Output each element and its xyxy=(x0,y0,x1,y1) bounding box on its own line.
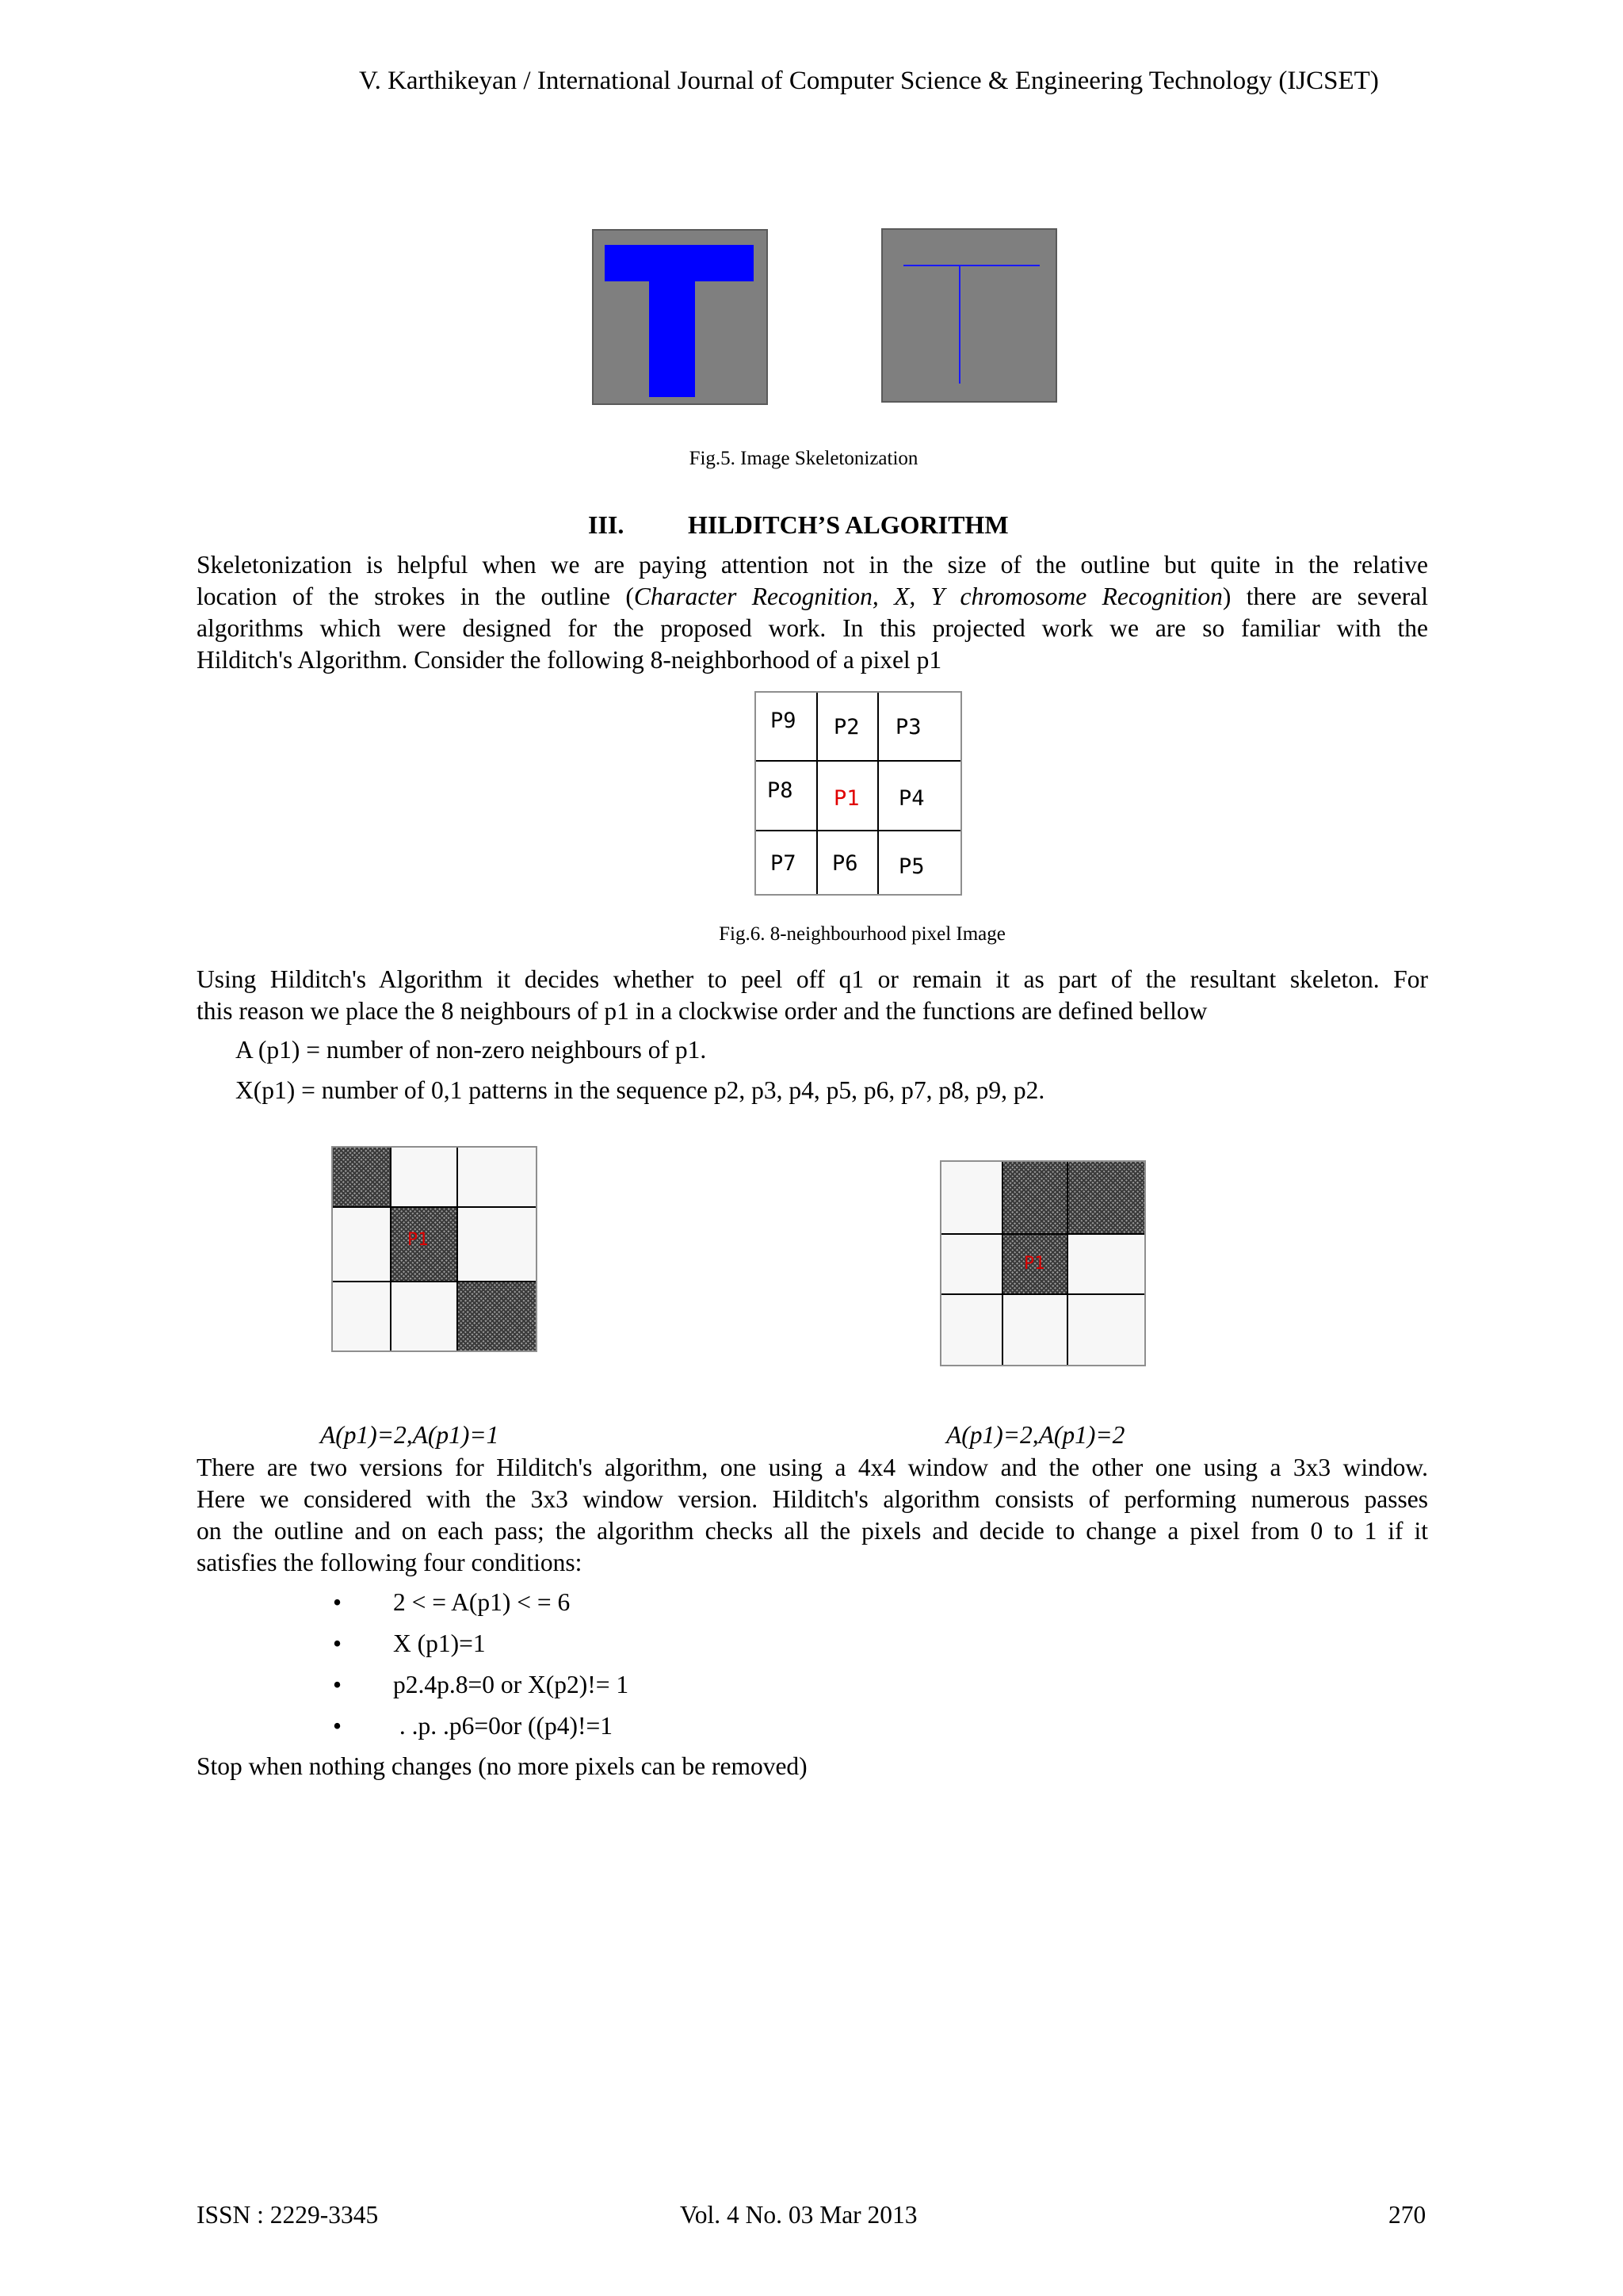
example-left-caption: A(p1)=2,A(p1)=1 xyxy=(320,1421,499,1449)
paragraph-versions xyxy=(197,1452,1428,1579)
paragraph-line: Using Hilditch's Algorithm it decides whether to peel off q1 or remain it as part of the resultant skeleton. For xyxy=(197,965,1428,993)
bullet: • xyxy=(333,1588,342,1616)
grid-line xyxy=(877,693,879,894)
bullet: • xyxy=(333,1712,342,1740)
paragraph-line: algorithms which were designed for the proposed work. In this projected work we are so familiar with the xyxy=(197,614,1428,642)
definition-x: X(p1) = number of 0,1 patterns in the sequence p2, p3, p4, p5, p6, p7, p8, p9, p2. xyxy=(235,1076,1045,1104)
grid-line xyxy=(1002,1162,1003,1365)
cell-p9: P9 xyxy=(770,709,796,733)
skeleton-vertical-line xyxy=(959,265,960,384)
running-head: V. Karthikeyan / International Journal of Computer Science & Engineering Technology (IJCSET) xyxy=(359,67,1379,95)
grid-line xyxy=(456,1148,458,1350)
center-pixel-label: P1 xyxy=(407,1230,429,1250)
condition-text: X (p1)=1 xyxy=(393,1629,486,1657)
cell-p3: P3 xyxy=(896,715,922,739)
filled-cell xyxy=(458,1282,536,1350)
cell-p1: P1 xyxy=(834,786,860,811)
cell-p7: P7 xyxy=(770,851,796,876)
filled-cell xyxy=(333,1148,390,1206)
paragraph-line: this reason we place the 8 neighbours of p1 in a clockwise order and the functions are defined bellow xyxy=(197,997,1208,1025)
footer-volume: Vol. 4 No. 03 Mar 2013 xyxy=(680,2201,918,2229)
filled-cell xyxy=(1003,1162,1067,1233)
text-run: ) there are several xyxy=(1222,583,1429,610)
example-grid-right xyxy=(940,1160,1146,1366)
footer-issn: ISSN : 2229-3345 xyxy=(197,2201,379,2229)
grid-line xyxy=(941,1293,1144,1295)
grid-line xyxy=(333,1206,536,1208)
cell-p4: P4 xyxy=(899,786,925,811)
paragraph-intro xyxy=(197,549,1428,676)
paragraph-line: Here we considered with the 3x3 window version. Hilditch's algorithm consists of performing numerous passes xyxy=(197,1485,1428,1513)
grid-line xyxy=(816,693,818,894)
paragraph-line: Hilditch's Algorithm. Consider the following 8-neighborhood of a pixel p1 xyxy=(197,646,942,674)
paragraph-line: There are two versions for Hilditch's algorithm, one using a 4x4 window and the other one using a 3x3 window. xyxy=(197,1454,1428,1481)
paragraph-functions xyxy=(197,964,1428,1027)
t-bar-shape xyxy=(605,245,754,281)
skeleton-horizontal-line xyxy=(903,265,1040,266)
cell-p5: P5 xyxy=(899,854,925,879)
figure-5-skeleton-t-image xyxy=(881,228,1057,403)
figure-5-original-t-image xyxy=(592,229,768,405)
bullet: • xyxy=(333,1671,342,1698)
example-grid-left xyxy=(331,1146,537,1352)
footer-page-number: 270 xyxy=(1388,2201,1426,2229)
grid-line xyxy=(941,1233,1144,1235)
condition-text: 2 < = A(p1) < = 6 xyxy=(393,1588,571,1616)
grid-line xyxy=(756,760,960,762)
example-right-caption: A(p1)=2,A(p1)=2 xyxy=(946,1421,1125,1449)
definition-a: A (p1) = number of non-zero neighbours of p1. xyxy=(235,1036,707,1064)
grid-line xyxy=(333,1281,536,1282)
cell-p6: P6 xyxy=(832,851,858,876)
paragraph-line: on the outline and on each pass; the algorithm checks all the pixels and decide to change a pixel from 0 to 1 if it xyxy=(197,1517,1428,1545)
paragraph-line: Skeletonization is helpful when we are paying attention not in the size of the outline but quite in the relative xyxy=(197,551,1428,579)
t-stem-shape xyxy=(649,281,695,397)
center-pixel-label: P1 xyxy=(1024,1254,1045,1274)
condition-text: p2.4p.8=0 or X(p2)!= 1 xyxy=(393,1671,629,1698)
figure-6-neighbourhood-grid xyxy=(754,691,962,896)
cell-p8: P8 xyxy=(767,778,793,803)
condition-text: . .p. .p6=0or ((p4)!=1 xyxy=(393,1712,613,1740)
paragraph-line: satisfies the following four conditions: xyxy=(197,1549,582,1576)
paragraph-line xyxy=(197,581,1428,613)
filled-cell xyxy=(1068,1162,1144,1233)
stop-condition-text: Stop when nothing changes (no more pixels can be removed) xyxy=(197,1752,808,1780)
figure-6-caption: Fig.6. 8-neighbourhood pixel Image xyxy=(719,923,1006,945)
grid-line xyxy=(390,1148,391,1350)
figure-5-caption: Fig.5. Image Skeletonization xyxy=(689,448,918,469)
grid-line xyxy=(1067,1162,1068,1365)
section-title: HILDITCH’S ALGORITHM xyxy=(688,510,1009,539)
grid-line xyxy=(756,830,960,831)
section-number: III. xyxy=(588,510,624,539)
text-run: location of the strokes in the outline ( xyxy=(197,583,634,610)
bullet: • xyxy=(333,1629,342,1657)
italic-text-run: Character Recognition, X, Y chromosome Recognition xyxy=(633,583,1223,610)
cell-p2: P2 xyxy=(834,715,860,739)
